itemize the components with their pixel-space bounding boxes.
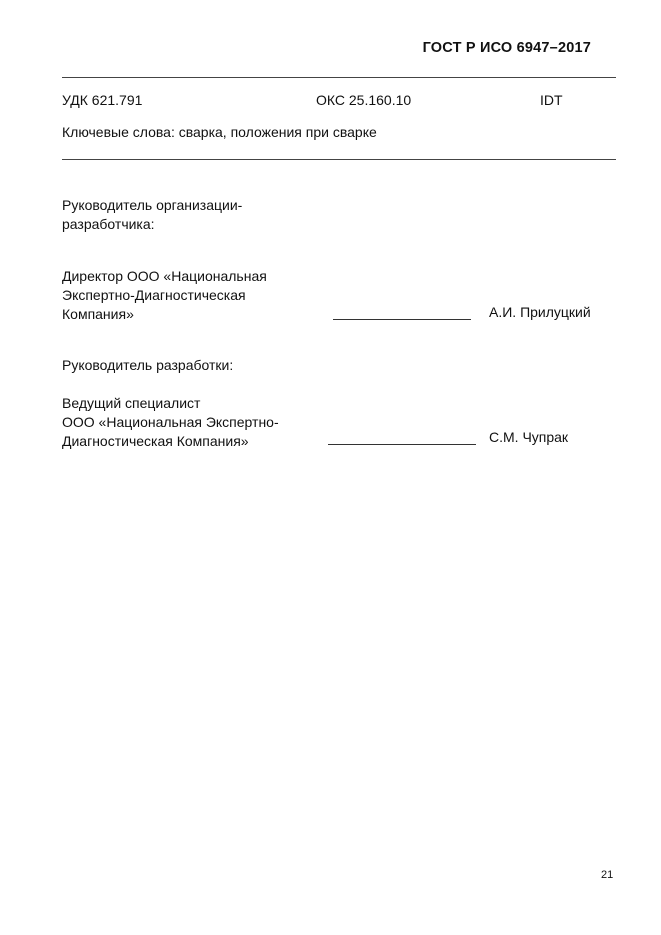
bottom-divider — [62, 159, 616, 160]
position-line: Ведущий специалист — [62, 395, 201, 411]
udk-code: УДК 621.791 — [62, 92, 143, 108]
idt-mark: IDT — [540, 92, 563, 108]
position-line: Директор ООО «Национальная — [62, 268, 267, 284]
page-number: 21 — [601, 869, 614, 881]
position-line: Диагностическая Компания» — [62, 433, 249, 449]
development-head-label: Руководитель разработки: — [62, 357, 234, 373]
developer-org-position — [62, 267, 267, 324]
keywords-line: Ключевые слова: сварка, положения при сварке — [62, 124, 377, 140]
position-line: Компания» — [62, 306, 134, 322]
signature-line — [328, 444, 476, 445]
developer-org-label — [62, 196, 242, 234]
top-divider — [62, 77, 616, 78]
position-line: ООО «Национальная Экспертно- — [62, 414, 279, 430]
page-header-standard-code: ГОСТ Р ИСО 6947–2017 — [422, 40, 591, 56]
classification-row — [62, 92, 616, 112]
development-head-position — [62, 394, 279, 451]
developer-org-label-line: разработчика: — [62, 216, 155, 232]
developer-org-label-line: Руководитель организации- — [62, 197, 243, 213]
position-line: Экспертно-Диагностическая — [62, 287, 246, 303]
signature-line — [333, 319, 471, 320]
signer-name: С.М. Чупрак — [489, 429, 569, 445]
signer-name: А.И. Прилуцкий — [489, 304, 591, 320]
oks-code: ОКС 25.160.10 — [316, 92, 412, 108]
